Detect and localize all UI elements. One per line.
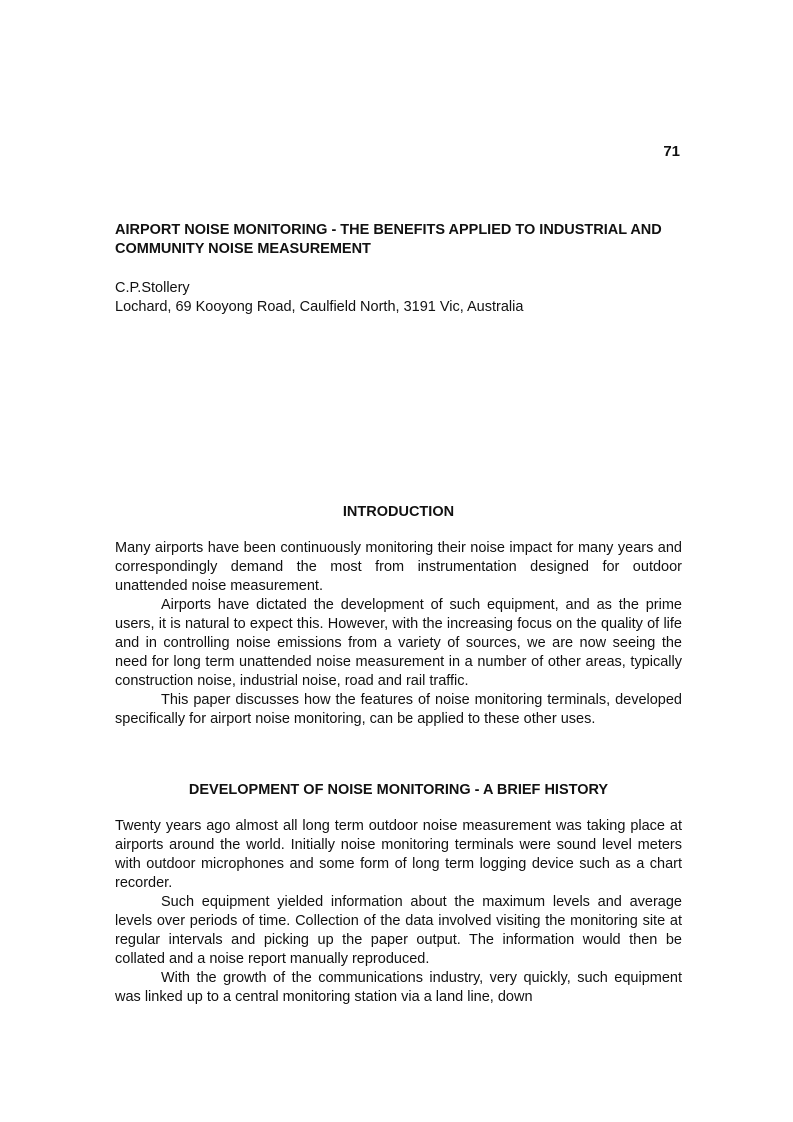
section-heading-history: DEVELOPMENT OF NOISE MONITORING - A BRIEF HISTORY: [188, 782, 609, 798]
paper-title: AIRPORT NOISE MONITORING - THE BENEFITS APPLIED TO INDUSTRIAL AND COMMUNITY NOISE MEASUREMENT: [115, 222, 662, 257]
introduction-body: [115, 539, 682, 729]
paragraph: Many airports have been continuously monitoring their noise impact for many years and correspondingly demand the most from instrumentation designed for outdoor unattended noise measurement.: [115, 540, 682, 594]
author-affiliation: Lochard, 69 Kooyong Road, Caulfield North, 3191 Vic, Australia: [115, 299, 524, 315]
author-name: C.P.Stollery: [115, 280, 190, 296]
section-heading-introduction: INTRODUCTION: [342, 504, 455, 520]
paragraph: Airports have dictated the development of such equipment, and as the prime users, it is natural to expect this. However, with the increasing focus on the quality of life and in controlling noise emissions from a variety of sources, we are now seeing the need for long term unattended noise measurement in a number of other areas, typically construction noise, industrial noise, road and rail traffic.: [115, 597, 682, 689]
page-number: 71: [663, 143, 680, 160]
paragraph: With the growth of the communications industry, very quickly, such equipment was linked up to a central monitoring station via a land line, down: [115, 970, 682, 1005]
history-body: [115, 817, 682, 1007]
paragraph: Such equipment yielded information about the maximum levels and average levels over periods of time. Collection of the data involved visiting the monitoring site at regular intervals and picking up the paper output. The information would then be collated and a noise report manually reproduced.: [115, 894, 682, 967]
paragraph: This paper discusses how the features of noise monitoring terminals, developed specifically for airport noise monitoring, can be applied to these other uses.: [115, 692, 682, 727]
paragraph: Twenty years ago almost all long term outdoor noise measurement was taking place at airports around the world. Initially noise monitoring terminals were sound level meters with outdoor microphones and some form of long term logging device such as a chart recorder.: [115, 818, 682, 891]
author-block: [115, 279, 682, 317]
